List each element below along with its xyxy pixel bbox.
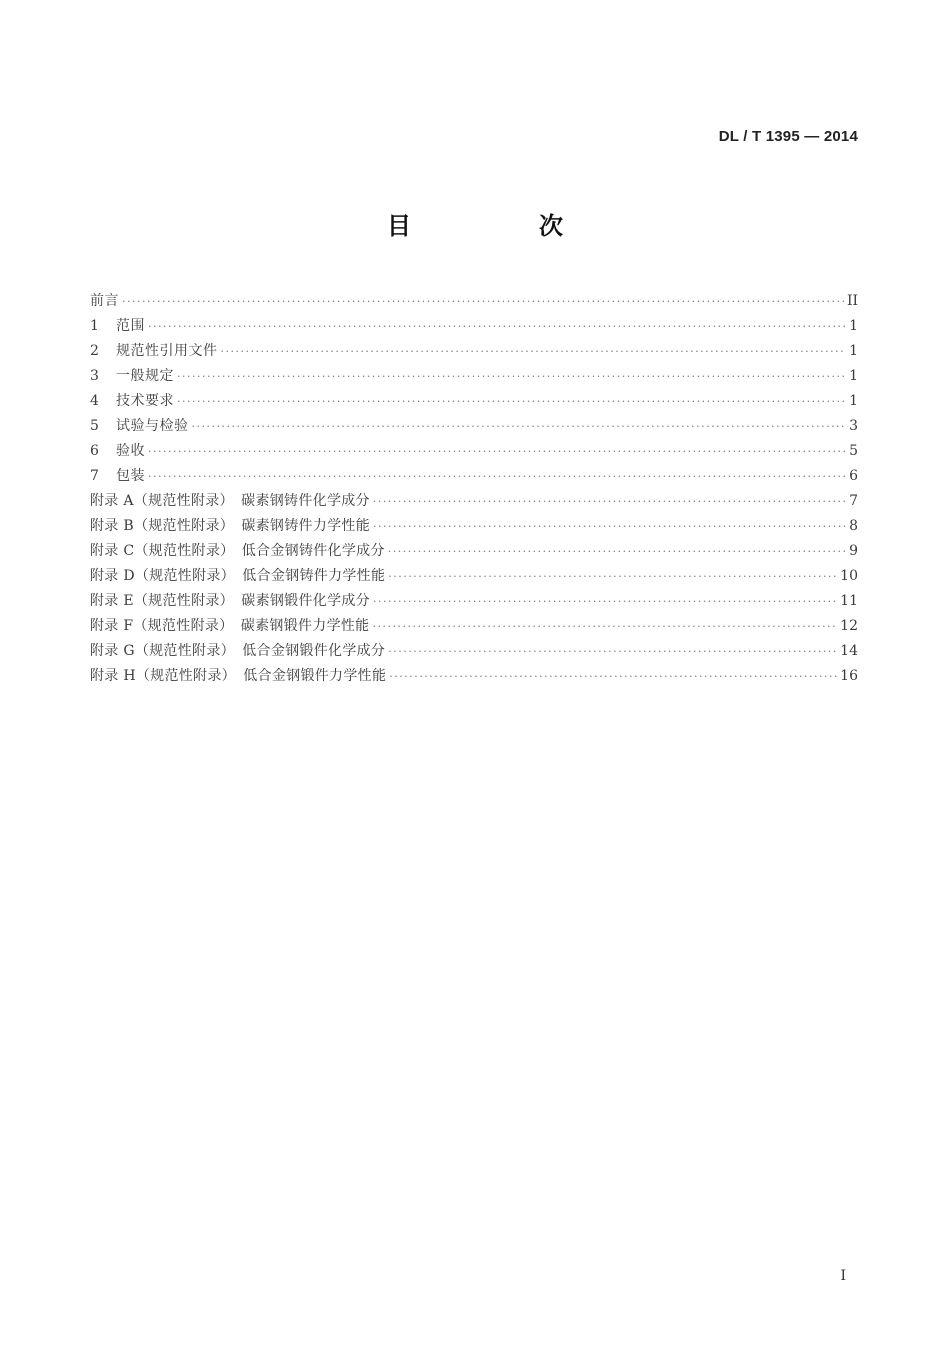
toc-label: 范围 [116,318,145,334]
table-of-contents [90,290,858,690]
toc-page-number: 6 [849,468,858,484]
toc-label: 试验与检验 [116,418,189,434]
toc-entry-annex-h[interactable] [90,665,858,690]
toc-leader-dots [372,620,837,633]
toc-page-number: 3 [849,418,858,434]
toc-leader-dots [148,445,846,458]
toc-section-number: 1 [90,318,99,334]
toc-entry-annex-f[interactable] [90,615,858,640]
toc-page-number: 9 [849,543,858,559]
toc-entry-general-provisions[interactable] [90,365,858,390]
toc-section-number: 3 [90,368,99,384]
toc-page-number: 10 [840,568,858,584]
toc-leader-dots [389,670,837,683]
toc-page-number: 1 [849,318,858,334]
toc-page-number: II [846,293,858,309]
toc-page-number: 1 [849,343,858,359]
toc-leader-dots [221,345,847,358]
toc-entry-annex-b[interactable] [90,515,858,540]
toc-label: 附录 G（规范性附录） 低合金钢锻件化学成分 [90,643,386,659]
toc-label: 前言 [90,293,119,309]
toc-entry-testing-inspection[interactable] [90,415,858,440]
toc-entry-packaging[interactable] [90,465,858,490]
toc-entry-scope[interactable] [90,315,858,340]
toc-page-number: 11 [840,593,858,609]
toc-leader-dots [373,520,846,533]
toc-leader-dots [373,595,837,608]
toc-entry-annex-d[interactable] [90,565,858,590]
toc-page-number: 14 [840,643,858,659]
toc-leader-dots [192,420,847,433]
toc-page-number: 1 [849,393,858,409]
toc-section-number: 2 [90,343,99,359]
toc-label: 附录 D（规范性附录） 低合金钢铸件力学性能 [90,568,386,584]
standard-code: DL / T 1395 — 2014 [718,128,858,145]
toc-page-number: 12 [840,618,858,634]
toc-entry-annex-e[interactable] [90,590,858,615]
toc-leader-dots [373,495,846,508]
toc-entry-annex-c[interactable] [90,540,858,565]
toc-leader-dots [388,570,837,583]
toc-label: 附录 A（规范性附录） 碳素钢铸件化学成分 [90,493,370,509]
toc-page-number: 16 [840,668,858,684]
toc-leader-dots [148,320,846,333]
toc-section-number: 4 [90,393,99,409]
page-number: I [840,1268,846,1284]
toc-section-number: 7 [90,468,99,484]
toc-leader-dots [388,645,837,658]
toc-page-number: 1 [849,368,858,384]
toc-leader-dots [177,370,846,383]
toc-page-number: 7 [849,493,858,509]
toc-label: 附录 B（规范性附录） 碳素钢铸件力学性能 [90,518,371,534]
toc-section-number: 6 [90,443,99,459]
toc-section-number: 5 [90,418,99,434]
toc-label: 一般规定 [116,368,174,384]
toc-page-number: 5 [849,443,858,459]
toc-label: 验收 [116,443,145,459]
toc-entry-technical-requirements[interactable] [90,390,858,415]
toc-label: 附录 E（规范性附录） 碳素钢锻件化学成分 [90,593,370,609]
toc-label: 附录 F（规范性附录） 碳素钢锻件力学性能 [90,618,370,634]
toc-entry-acceptance[interactable] [90,440,858,465]
toc-leader-dots [177,395,846,408]
page-title: 目 次 [387,212,615,240]
toc-label: 包装 [116,468,145,484]
toc-label: 技术要求 [116,393,174,409]
toc-entry-annex-a[interactable] [90,490,858,515]
toc-leader-dots [122,295,844,308]
toc-label: 附录 C（规范性附录） 低合金钢铸件化学成分 [90,543,385,559]
toc-entry-annex-g[interactable] [90,640,858,665]
toc-entry-foreword[interactable] [90,290,858,315]
toc-page-number: 8 [849,518,858,534]
toc-entry-normative-references[interactable] [90,340,858,365]
toc-label: 附录 H（规范性附录） 低合金钢锻件力学性能 [90,668,387,684]
toc-leader-dots [388,545,846,558]
toc-leader-dots [148,470,846,483]
toc-label: 规范性引用文件 [116,343,218,359]
